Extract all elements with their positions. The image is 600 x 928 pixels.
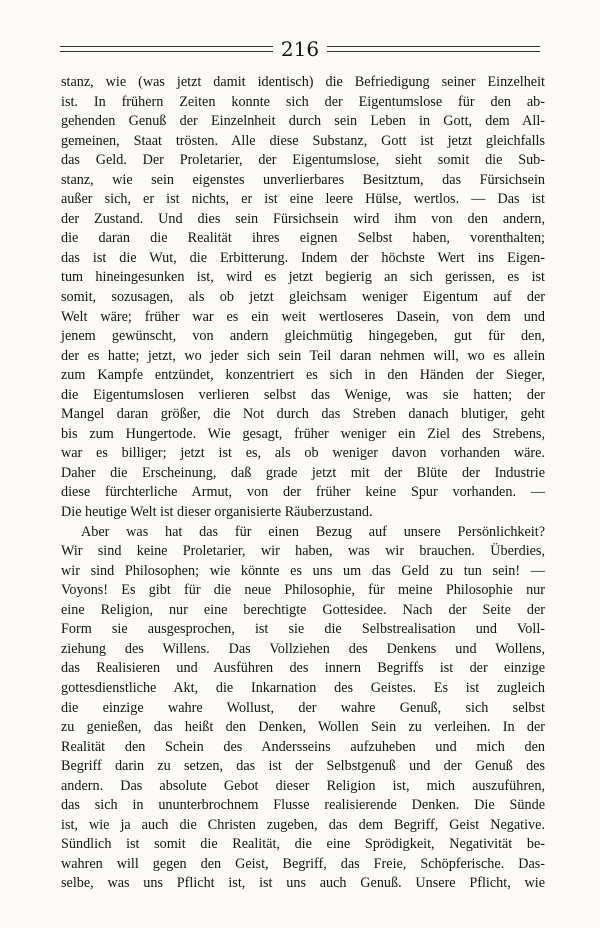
header-rule-left <box>60 46 273 52</box>
text-line: Form sie ausgesprochen, ist sie die Selbstrealisation und Voll- <box>61 621 545 638</box>
text-line: gehenden Genuß der Einzelnheit durch sein Leben in Gott, dem All- <box>61 113 545 130</box>
body-text <box>61 73 545 894</box>
header-rule-right <box>327 46 540 52</box>
text-line: die daran die Realität ihres eignen Selbst haben, vorenthalten; <box>61 230 545 247</box>
text-line: Wir sind keine Proletarier, wir haben, was wir brauchen. Überdies, <box>61 543 545 560</box>
page-header <box>60 36 540 62</box>
text-line: gottesdienstliche Akt, die Inkarnation des Geistes. Es ist zugleich <box>61 679 545 696</box>
text-line: andern. Das absolute Gebot dieser Religion ist, mich auszuführen, <box>61 777 545 794</box>
text-line: Sündlich ist somit die Realität, die eine Sprödigkeit, Negativität be- <box>61 836 545 853</box>
text-line: eine Religion, nur eine berechtigte Gottesidee. Nach der Seite der <box>61 601 545 618</box>
text-line: diese fürchterliche Armut, von der früher keine Spur vorhanden. — <box>61 484 545 501</box>
text-line: gemeinen, Staat trösten. Alle diese Substanz, Gott ist jetzt gleichfalls <box>61 132 545 149</box>
text-line: das Geld. Der Proletarier, der Eigentumslose, sieht somit die Sub- <box>61 152 545 169</box>
text-line: wahren will gegen den Geist, Begriff, das Freie, Schöpferische. Das- <box>61 855 545 872</box>
text-line: zu genießen, das heißt den Denken, Wollen Sein zu verleihen. In der <box>61 719 545 736</box>
page-number: 216 <box>280 37 320 61</box>
text-line: bis zum Hungertode. Wie gesagt, früher weniger ein Ziel des Strebens, <box>61 425 545 442</box>
text-line: somit, sozusagen, als ob jetzt gleichsam weniger Eigentum auf der <box>61 289 545 306</box>
text-line: Mangel daran größer, die Not durch das Streben danach blutiger, geht <box>61 406 545 423</box>
text-line: Daher die Erscheinung, daß grade jetzt mit der Blüte der Industrie <box>61 464 545 481</box>
text-line: der Zustand. Und dies sein Fürsichsein wird ihm von den andern, <box>61 210 545 227</box>
text-line: die einzige wahre Wollust, der wahre Genuß, sich selbst <box>61 699 545 716</box>
text-line: stanz, wie sein eigenstes unverlierbares Besitztum, das Fürsichsein <box>61 171 545 188</box>
text-line: die Eigentumslosen verlieren selbst das Wenige, was sie hatten; der <box>61 386 545 403</box>
text-line: Voyons! Es gibt für die neue Philosophie, für meine Philosophie nur <box>61 582 545 599</box>
text-line: ist, wie ja auch die Christen zugeben, das dem Begriff, Geist Negative. <box>61 816 545 833</box>
text-line: Die heutige Welt ist dieser organisierte Räuberzustand. <box>61 504 373 521</box>
text-line: selbe, was uns Pflicht ist, ist uns auch Genuß. Unsere Pflicht, wie <box>61 875 545 892</box>
text-line: tum hineingesunken ist, wird es jetzt begierig an sich gerissen, es ist <box>61 269 545 286</box>
text-line: wir sind Philosophen; wie könnte es uns um das Geld zu tun sein! — <box>61 562 545 579</box>
text-line: Begriff darin zu setzen, das ist der Selbstgenuß und der Genuß des <box>61 758 545 775</box>
text-line: ist. In frühern Zeiten konnte sich der Eigentumslose für den ab- <box>61 93 545 110</box>
text-line: außer sich, er ist nichts, er ist eine leere Hülse, wertlos. — Das ist <box>61 191 545 208</box>
text-line: zum Kampfe entzündet, konzentriert es sich in den Händen der Sieger, <box>61 367 545 384</box>
text-line: Welt wäre; früher war es ein weit wertloseres Dasein, von dem und <box>61 308 545 325</box>
text-line: das Realisieren und Ausführen des innern Begriffs ist der einzige <box>61 660 545 677</box>
text-line: Aber was hat das für einen Bezug auf unsere Persönlichkeit? <box>81 523 545 540</box>
text-line: das ist die Wut, die Erbitterung. Indem der höchste Wert ins Eigen- <box>61 249 545 266</box>
text-line: stanz, wie (was jetzt damit identisch) die Befriedigung seiner Einzelheit <box>61 74 545 90</box>
text-line: der es hatte; jetzt, wo jeder sich sein Teil daran nehmen will, wo es allein <box>61 347 545 364</box>
text-line: jenem gewünscht, von andern gleichmütig hingegeben, gut für den, <box>61 328 545 345</box>
text-line: war es billiger; jetzt ist es, als ob weniger davon vorhanden wäre. <box>61 445 545 462</box>
text-line: Realität den Schein des Andersseins aufzuheben und mich den <box>61 738 545 755</box>
text-line: das sich in ununterbrochnem Flusse realisierende Denken. Die Sünde <box>61 797 545 814</box>
text-line: ziehung des Willens. Das Vollziehen des Denkens und Wollens, <box>61 640 545 657</box>
